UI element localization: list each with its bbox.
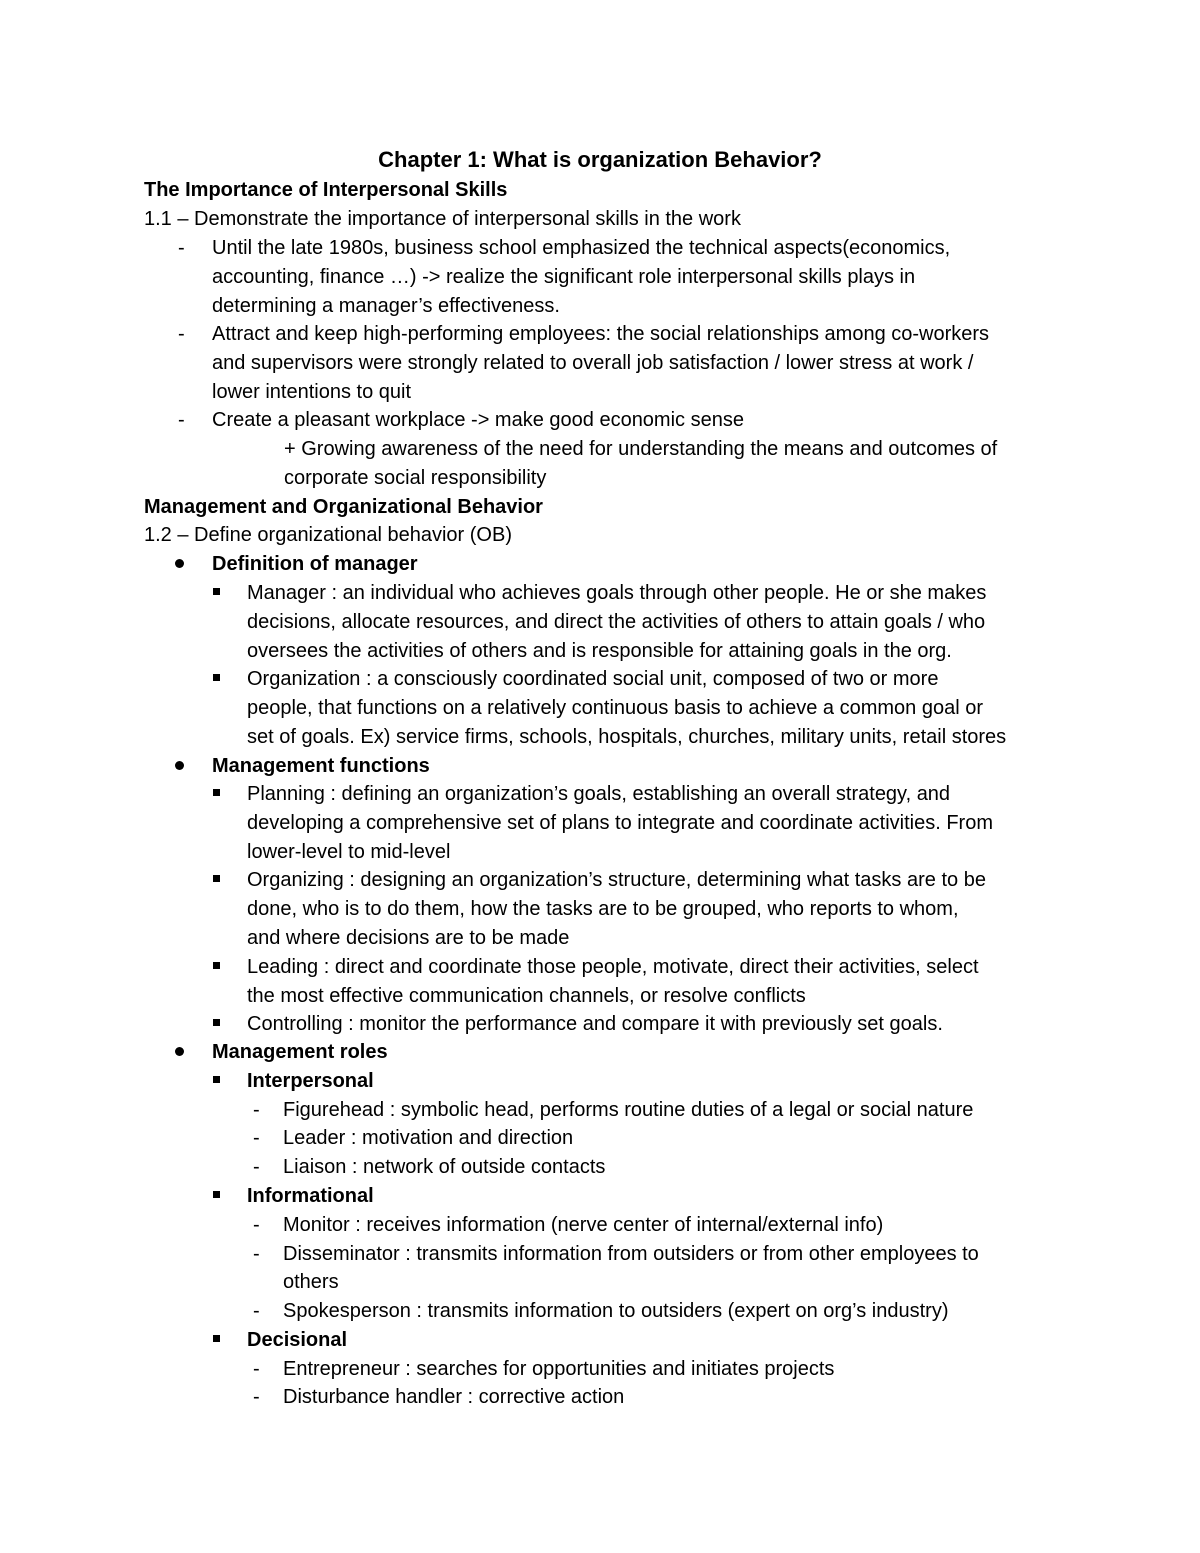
page-title: Chapter 1: What is organization Behavior? [378, 147, 822, 172]
list-item-line: Organizing : designing an organization’s structure, determining what tasks are to be [247, 869, 986, 891]
list-item-line: accounting, finance …) -> realize the significant role interpersonal skills plays in [212, 266, 916, 288]
bullet-square-icon [213, 1191, 220, 1198]
bullet-dot-icon [175, 1047, 184, 1056]
list-item-line: oversees the activities of others and is responsible for attaining goals in the org. [247, 640, 952, 662]
dash-marker: - [253, 1358, 260, 1380]
list-item-line: Disseminator : transmits information from outsiders or from other employees to [283, 1243, 979, 1265]
bullet-dot-icon [175, 559, 184, 568]
list-item-line: Planning : defining an organization’s goals, establishing an overall strategy, and [247, 783, 951, 805]
list-item-line: decisions, allocate resources, and direct the activities of others to attain goals / who [247, 611, 986, 633]
section-heading-interpersonal-skills: The Importance of Interpersonal Skills [144, 179, 508, 201]
bullet-square-icon [213, 1076, 220, 1083]
sub-note-line: + Growing awareness of the need for understanding the means and outcomes of [284, 438, 998, 460]
bullet-heading-management-functions: Management functions [212, 755, 430, 777]
dash-marker: - [253, 1386, 260, 1408]
subheading-interpersonal: Interpersonal [247, 1070, 374, 1092]
bullet-square-icon [213, 875, 220, 882]
list-item-line: Leader : motivation and direction [283, 1127, 574, 1149]
list-item-line: Leading : direct and coordinate those people, motivate, direct their activities, select [247, 956, 979, 978]
list-item-line: Monitor : receives information (nerve center of internal/external info) [283, 1214, 884, 1236]
list-item-line: and where decisions are to be made [247, 927, 570, 949]
dash-marker: - [253, 1300, 260, 1322]
list-item-line: and supervisors were strongly related to overall job satisfaction / lower stress at work / [212, 352, 974, 374]
list-item-line: Entrepreneur : searches for opportunities and initiates projects [283, 1358, 835, 1380]
bullet-square-icon [213, 1019, 220, 1026]
list-item-line: Figurehead : symbolic head, performs routine duties of a legal or social nature [283, 1099, 974, 1121]
list-item-line: Create a pleasant workplace -> make good economic sense [212, 409, 744, 431]
subheading-decisional: Decisional [247, 1329, 348, 1351]
list-item-line: Manager : an individual who achieves goals through other people. He or she makes [247, 582, 987, 604]
bullet-square-icon [213, 588, 220, 595]
list-item-line: determining a manager’s effectiveness. [212, 295, 560, 317]
dash-marker: - [253, 1243, 260, 1265]
objective-1-1: 1.1 – Demonstrate the importance of interpersonal skills in the work [144, 208, 741, 230]
bullet-heading-definition-of-manager: Definition of manager [212, 553, 418, 575]
list-item-line: lower-level to mid-level [247, 841, 451, 863]
list-item-line: lower intentions to quit [212, 381, 412, 403]
list-item-line: done, who is to do them, how the tasks are to be grouped, who reports to whom, [247, 898, 959, 920]
dash-marker: - [253, 1099, 260, 1121]
dash-marker: - [178, 323, 185, 345]
bullet-square-icon [213, 674, 220, 681]
list-item-line: Liaison : network of outside contacts [283, 1156, 606, 1178]
list-item-line: Attract and keep high-performing employees: the social relationships among co-workers [212, 323, 990, 345]
dash-marker: - [253, 1214, 260, 1236]
list-item-line: Until the late 1980s, business school emphasized the technical aspects(economics, [212, 237, 951, 259]
list-item-line: the most effective communication channels, or resolve conflicts [247, 985, 806, 1007]
dash-marker: - [253, 1156, 260, 1178]
bullet-heading-management-roles: Management roles [212, 1041, 388, 1063]
dash-marker: - [178, 237, 185, 259]
dash-marker: - [178, 409, 185, 431]
bullet-square-icon [213, 1335, 220, 1342]
list-item-line: set of goals. Ex) service firms, schools, hospitals, churches, military units, retail stores [247, 726, 1007, 748]
list-item-line: Spokesperson : transmits information to outsiders (expert on org’s industry) [283, 1300, 949, 1322]
section-heading-management-ob: Management and Organizational Behavior [144, 496, 543, 518]
list-item-line: Controlling : monitor the performance and compare it with previously set goals. [247, 1013, 943, 1035]
list-item-line: developing a comprehensive set of plans to integrate and coordinate activities. From [247, 812, 993, 834]
list-item-line: Disturbance handler : corrective action [283, 1386, 625, 1408]
subheading-informational: Informational [247, 1185, 374, 1207]
list-item-line: Organization : a consciously coordinated social unit, composed of two or more [247, 668, 939, 690]
bullet-square-icon [213, 962, 220, 969]
list-item-line: others [283, 1271, 339, 1293]
bullet-square-icon [213, 789, 220, 796]
dash-marker: - [253, 1127, 260, 1149]
objective-1-2: 1.2 – Define organizational behavior (OB) [144, 524, 512, 546]
sub-note-line: corporate social responsibility [284, 467, 547, 489]
bullet-dot-icon [175, 761, 184, 770]
list-item-line: people, that functions on a relatively continuous basis to achieve a common goal or [247, 697, 983, 719]
